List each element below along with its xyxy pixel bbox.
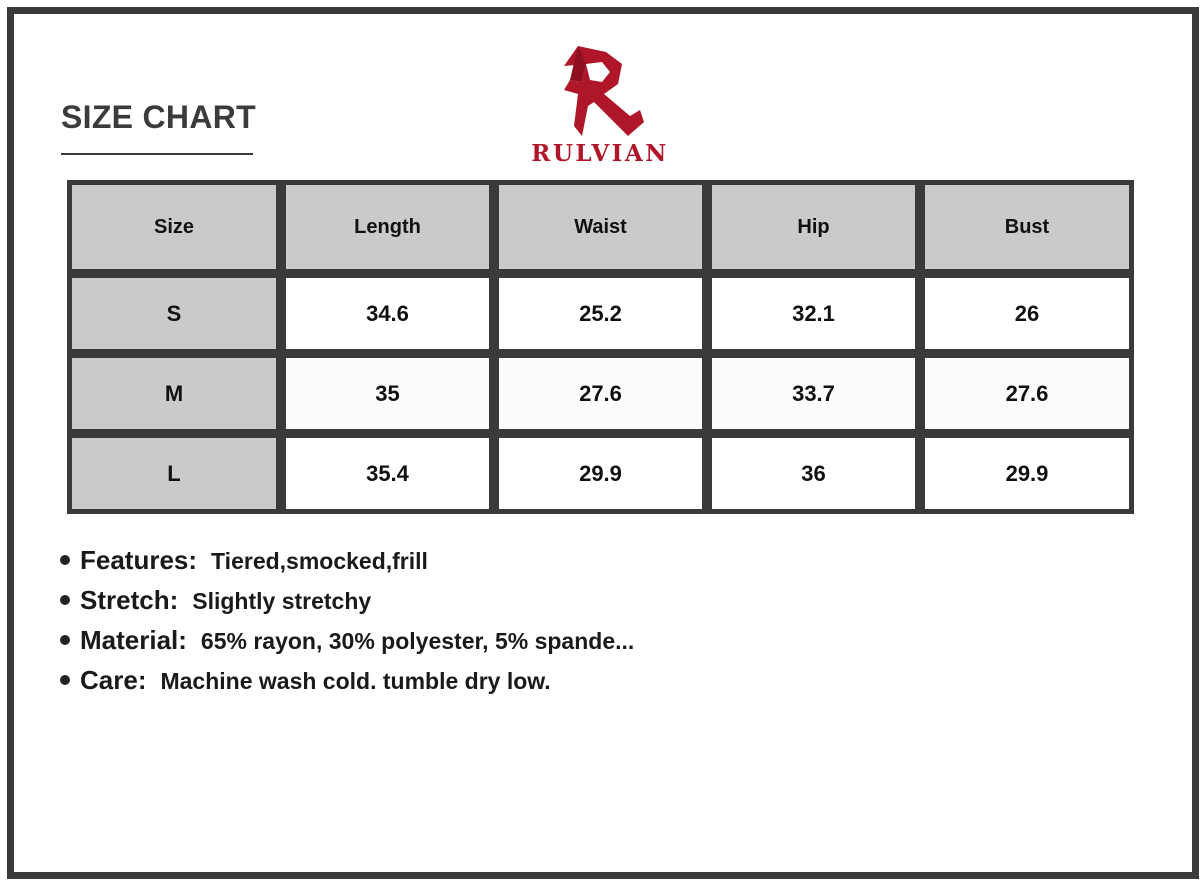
measurement-cell: 29.9 xyxy=(925,438,1129,509)
spec-value: 65% rayon, 30% polyester, 5% spande... xyxy=(200,628,635,654)
measurement-cell: 29.9 xyxy=(499,438,702,509)
spec-label: Care: xyxy=(80,665,147,695)
brand-wordmark: RULVIAN xyxy=(531,140,669,167)
spec-item xyxy=(60,665,551,696)
header-cell-bust: Bust xyxy=(925,185,1129,269)
title-underline xyxy=(61,153,253,155)
page-title: SIZE CHART xyxy=(61,99,256,135)
header-cell-hip: Hip xyxy=(712,185,915,269)
measurement-cell: 33.7 xyxy=(712,358,915,429)
size-cell: L xyxy=(72,438,276,509)
measurement-cell: 34.6 xyxy=(286,278,489,349)
spec-label: Features: xyxy=(80,545,198,575)
spec-item xyxy=(60,585,371,616)
measurement-cell: 35.4 xyxy=(286,438,489,509)
size-cell: S xyxy=(72,278,276,349)
measurement-cell: 27.6 xyxy=(499,358,702,429)
measurement-cell: 26 xyxy=(925,278,1129,349)
spec-item xyxy=(60,625,634,656)
header-cell-waist: Waist xyxy=(499,185,702,269)
bullet-icon xyxy=(60,555,70,565)
brand-logo-icon xyxy=(556,42,644,136)
size-cell: M xyxy=(72,358,276,429)
measurement-cell: 32.1 xyxy=(712,278,915,349)
bullet-icon xyxy=(60,675,70,685)
spec-value: Tiered,smocked,frill xyxy=(211,548,428,574)
spec-label: Material: xyxy=(80,625,187,655)
spec-label: Stretch: xyxy=(80,585,179,615)
spec-value: Slightly stretchy xyxy=(192,588,372,614)
measurement-cell: 36 xyxy=(712,438,915,509)
header-cell-size: Size xyxy=(72,185,276,269)
spec-item xyxy=(60,545,428,576)
measurement-cell: 25.2 xyxy=(499,278,702,349)
measurement-cell: 35 xyxy=(286,358,489,429)
header-cell-length: Length xyxy=(286,185,489,269)
size-chart-table xyxy=(67,180,1134,514)
bullet-icon xyxy=(60,635,70,645)
measurement-cell: 27.6 xyxy=(925,358,1129,429)
bullet-icon xyxy=(60,595,70,605)
spec-value: Machine wash cold. tumble dry low. xyxy=(160,668,551,694)
